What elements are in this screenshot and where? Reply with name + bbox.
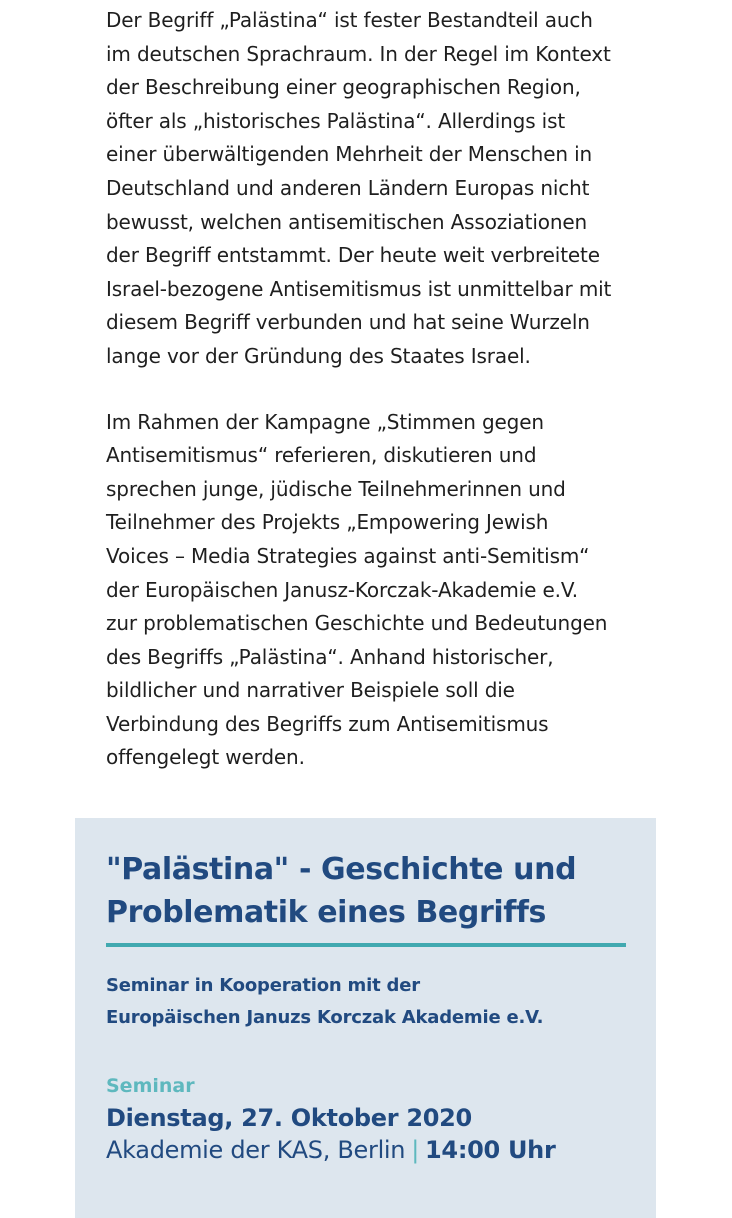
event-subtitle-line: Europäischen Januzs Korczak Akademie e.V. xyxy=(106,1007,544,1028)
paragraph-line: diesem Begriff verbunden und hat seine Wurzeln xyxy=(106,310,590,335)
paragraph-line: Verbindung des Begriffs zum Antisemitismus xyxy=(106,711,549,736)
paragraph-line: Voices – Media Strategies against anti-Semitism“ xyxy=(106,543,590,568)
paragraph-line: Antisemitismus“ referieren, diskutieren und xyxy=(106,443,537,468)
paragraph-line: sprechen junge, jüdische Teilnehmerinnen und xyxy=(106,476,566,501)
event-subtitle-line: Seminar in Kooperation mit der xyxy=(106,975,420,996)
event-title-line: "Palästina" - Geschichte und xyxy=(106,852,577,887)
paragraph-line: zur problematischen Geschichte und Bedeutungen xyxy=(106,611,608,636)
event-date: Dienstag, 27. Oktober 2020 xyxy=(106,1104,472,1132)
paragraph-line: öfter als „historisches Palästina“. Allerdings ist xyxy=(106,108,566,133)
title-divider xyxy=(106,943,626,947)
paragraph-line: lange vor der Gründung des Staates Israel. xyxy=(106,343,531,368)
event-time: 14:00 Uhr xyxy=(425,1136,556,1164)
event-type-label: Seminar xyxy=(106,1075,195,1097)
paragraph-line: Der Begriff „Palästina“ ist fester Bestandteil auch xyxy=(106,8,593,32)
paragraph-line: offengelegt werden. xyxy=(106,745,305,770)
event-card xyxy=(75,818,656,1218)
event-title-line: Problematik eines Begriffs xyxy=(106,895,546,930)
event-location: Akademie der KAS, Berlin xyxy=(106,1136,406,1164)
paragraph-line: Im Rahmen der Kampagne „Stimmen gegen xyxy=(106,409,544,434)
paragraph-line: Israel-bezogene Antisemitismus ist unmittelbar mit xyxy=(106,276,612,301)
paragraph-line: der Beschreibung einer geographischen Region, xyxy=(106,75,581,100)
paragraph-line: bewusst, welchen antisemitischen Assoziationen xyxy=(106,209,588,234)
article-body xyxy=(106,4,636,775)
location-separator: | xyxy=(411,1136,420,1164)
paragraph-line: der Europäischen Janusz-Korczak-Akademie e.V. xyxy=(106,577,578,602)
event-location-time xyxy=(106,1133,555,1167)
paragraph-line: des Begriffs „Palästina“. Anhand historischer, xyxy=(106,644,554,669)
paragraph-line: der Begriff entstammt. Der heute weit verbreitete xyxy=(106,243,600,268)
paragraph-line: Teilnehmer des Projekts „Empowering Jewish xyxy=(106,510,549,535)
paragraph-line: im deutschen Sprachraum. In der Regel im Kontext xyxy=(106,41,611,66)
article-paragraph-2 xyxy=(106,406,636,776)
event-title xyxy=(106,848,646,934)
paragraph-line: bildlicher und narrativer Beispiele soll die xyxy=(106,678,515,703)
paragraph-line: einer überwältigenden Mehrheit der Menschen in xyxy=(106,142,593,167)
article-paragraph-1 xyxy=(106,4,636,374)
event-subtitle xyxy=(106,970,543,1034)
paragraph-line: Deutschland und anderen Ländern Europas nicht xyxy=(106,175,590,200)
